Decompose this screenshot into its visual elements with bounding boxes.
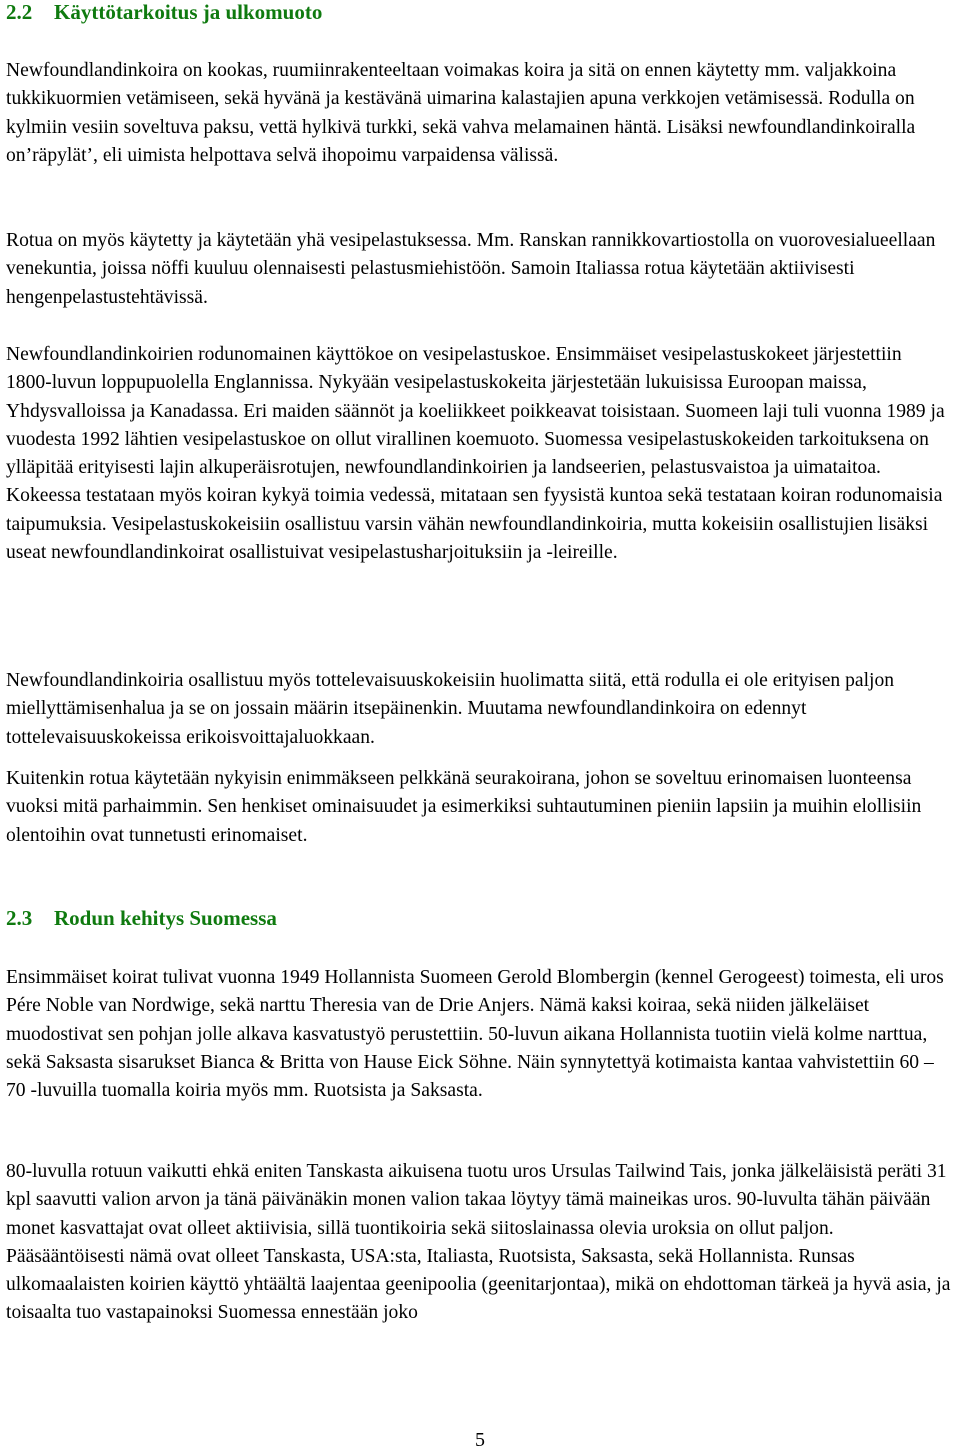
paragraph: Kuitenkin rotua käytetään nykyisin enimmäkseen pelkkänä seurakoirana, johon se soveltuu erinomaisen luonteensa vuoksi mitä parhaimmin. Sen henkiset ominaisuudet ja esimerkiksi suhtautuminen pieniin lapsiin ja muihin elollisiin olentoihin ovat tunnetusti erinomaiset. [6,768,922,846]
section-number: 2.2 [6,0,33,24]
paragraph: Ensimmäiset koirat tulivat vuonna 1949 Hollannista Suomeen Gerold Blombergin (kennel Gerogeest) toimesta, eli uros Pére Noble van Nordwige, sekä narttu Theresia van de Drie Anjers. Nämä kaksi koiraa, sekä niiden jälkeläiset muodostivat sen pohjan jolle alkava kasvatustyö perustettiin. 50-luvun aikana Hollannista tuotiin vielä kolme narttua, sekä Saksasta sisarukset Bianca & Britta von Hause Eick Söhne. Näin synnytettyä kotimaista kantaa vahvistettiin 60 – 70 -luvuilla tuomalla koiria myös mm. Ruotsista ja Saksasta. [6,967,944,1102]
section-heading-2-2 [6,0,322,25]
page-number: 5 [475,1429,485,1451]
paragraph: Newfoundlandinkoiria osallistuu myös tottelevaisuuskokeisiin huolimatta siitä, että rodulla ei ole erityisen paljon miellyttämisenhalua ja se on jossain määrin itsepäinenkin. Muutama newfoundlandinkoira on edennyt tottelevaisuuskokeissa erikoisvoittajaluokkaan. [6,670,895,748]
section-heading-2-3 [6,906,277,931]
paragraph: 80-luvulla rotuun vaikutti ehkä eniten Tanskasta aikuisena tuotu uros Ursulas Tailwind Tais, jonka jälkeläisistä peräti 31 kpl saavutti valion arvon ja tänä päivänäkin monen valion takaa löytyy tämä maineikas uros. 90-luvulta tähän päivään monet kasvattajat ovat olleet aktiivisia, sillä tuontikoiria sekä siitoslainassa olevia uroksia on ollut paljon. Pääsääntöisesti nämä ovat olleet Tanskasta, USA:sta, Italiasta, Ruotsista, Saksasta, sekä Hollannista. Runsas ulkomaalaisten koirien käyttö yhtäältä laajentaa geenipoolia (geenitarjontaa), mikä on ehdottoman tärkeä ja hyvä asia, ja toisaalta tuo vastapainoksi Suomessa ennestään joko [6,1161,951,1324]
document-page [6,0,954,1452]
section-title: Rodun kehitys Suomessa [54,906,277,930]
section-number: 2.3 [6,906,33,930]
paragraph: Rotua on myös käytetty ja käytetään yhä vesipelastuksessa. Mm. Ranskan rannikkovartiostolla on vuorovesialueellaan venekuntia, joissa nöffi kuuluu olennaisesti pelastusmiehistöön. Samoin Italiassa rotua käytetään aktiivisesti hengenpelastustehtävissä. [6,230,936,308]
paragraph: Newfoundlandinkoirien rodunomainen käyttökoe on vesipelastuskoe. Ensimmäiset vesipelastuskokeet järjestettiin 1800-luvun loppupuolella Englannissa. Nykyään vesipelastuskokeita järjestetään lukuisissa Euroopan maissa, Yhdysvalloissa ja Kanadassa. Eri maiden säännöt ja koeliikkeet poikkeavat toisistaan. Suomeen laji tuli vuonna 1989 ja vuodesta 1992 lähtien vesipelastuskoe on ollut virallinen koemuoto. Suomessa vesipelastuskokeiden tarkoituksena on ylläpitää erityisesti lajin alkuperäisrotujen, newfoundlandinkoirien ja landseerien, pelastusvaistoa ja uimataitoa. Kokeessa testataan myös koiran kykyä toimia vedessä, mitataan sen fyysistä kuntoa sekä testataan koiran rodunomaisia taipumuksia. Vesipelastuskokeisiin osallistuu varsin vähän newfoundlandinkoiria, mutta kokeisiin osallistujien lisäksi useat newfoundlandinkoirat osallistuivat vesipelastusharjoituksiin ja -leireille. [6,344,945,564]
section-title: Käyttötarkoitus ja ulkomuoto [54,0,323,24]
paragraph: Newfoundlandinkoira on kookas, ruumiinrakenteeltaan voimakas koira ja sitä on ennen käytetty mm. valjakkoina tukkikuormien vetämiseen, sekä hyvänä ja kestävänä uimarina kalastajien apuna verkkojen vetämisessä. Rodulla on kylmiin vesiin soveltuva paksu, vettä hylkivä turkki, sekä vahva melamainen häntä. Lisäksi newfoundlandinkoiralla on’räpylät’, eli uimista helpottava selvä ihopoimu varpaidensa välissä. [6,60,916,166]
